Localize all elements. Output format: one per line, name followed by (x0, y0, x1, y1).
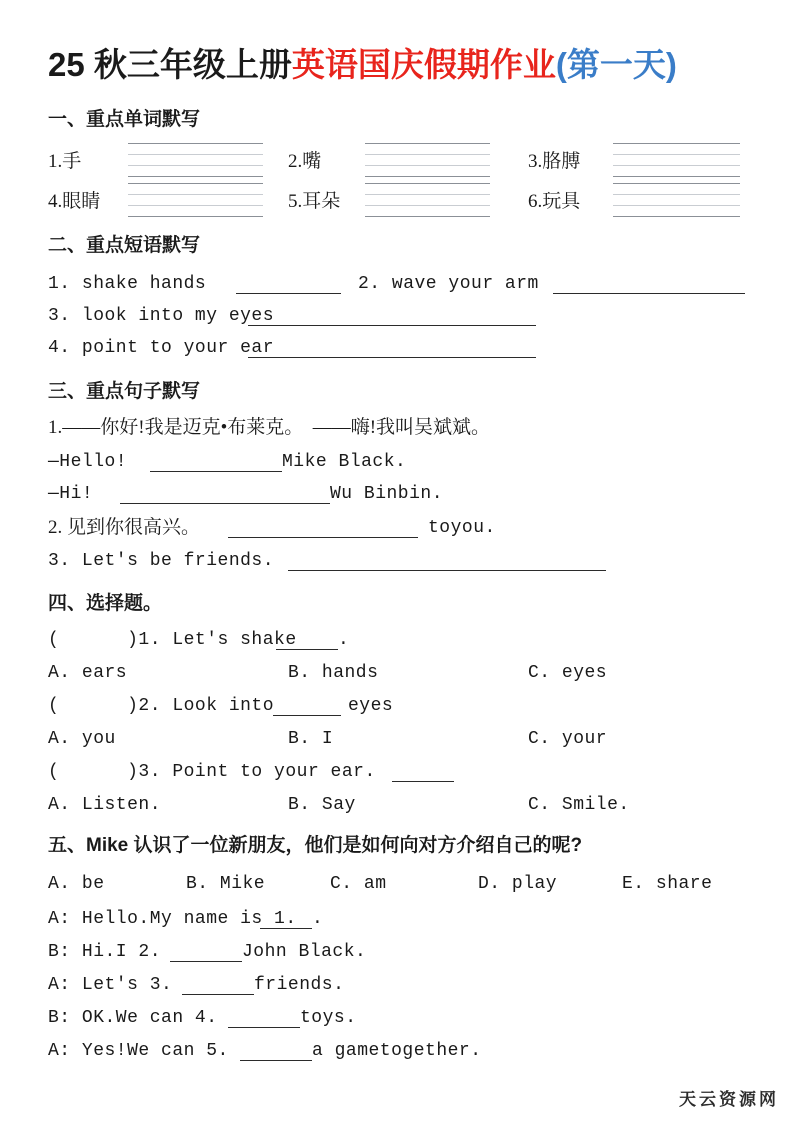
dialogue-line-2-suffix: John Black. (242, 942, 367, 962)
section-four-heading: 四、选择题。 (48, 593, 163, 614)
word-item-4-cn: 眼睛 (62, 191, 101, 212)
section-one-heading: 一、重点单词默写 (48, 109, 201, 130)
word-writing-guide-2[interactable] (365, 143, 490, 183)
word-item-2-label (288, 150, 321, 174)
sentence-1-blank-b[interactable] (120, 503, 330, 504)
sentence-3-text: 3. Let's be friends. (48, 551, 275, 571)
word-writing-guide-6[interactable] (613, 183, 740, 223)
sentence-2-blank[interactable] (228, 537, 418, 538)
word-item-3-cn: 胳膊 (542, 151, 581, 172)
word-writing-guide-4[interactable] (128, 183, 263, 223)
word-item-1-num: 1. (48, 151, 63, 172)
dialogue-blank-2[interactable] (170, 961, 242, 962)
dialogue-line-3-suffix: friends. (254, 975, 345, 995)
sentence-1-line-a-suffix: Mike Black. (282, 452, 407, 472)
word-bank-option-d[interactable]: D. play (478, 874, 558, 894)
word-item-1-cn: 手 (62, 151, 82, 172)
word-item-5-num: 5. (288, 191, 303, 212)
dialogue-line-1-prefix: A: Hello.My name is 1. (48, 909, 297, 929)
word-item-4-num: 4. (48, 191, 63, 212)
phrase-item-3: 3. look into my eyes (48, 306, 275, 326)
phrase-blank-2[interactable] (553, 293, 745, 294)
phrase-blank-1[interactable] (236, 293, 341, 294)
word-writing-guide-1[interactable] (128, 143, 263, 183)
section-two-heading: 二、重点短语默写 (48, 235, 201, 256)
sentence-2-suffix: toyou. (428, 518, 496, 538)
dialogue-line-2-prefix: B: Hi.I 2. (48, 942, 162, 962)
choice-question-2-blank[interactable] (273, 715, 341, 716)
choice-question-2-option-a[interactable]: A. you (48, 729, 116, 749)
choice-question-1-blank[interactable] (276, 649, 338, 650)
section-five-heading: 五、Mike 认识了一位新朋友，他们是如何向对方介绍自己的呢? (48, 835, 583, 856)
word-bank-option-b[interactable]: B. Mike (186, 874, 266, 894)
word-item-3-num: 3. (528, 151, 543, 172)
dialogue-line-1-suffix: . (312, 909, 324, 929)
word-item-5-cn: 耳朵 (302, 191, 341, 212)
phrase-item-4: 4. point to your ear (48, 338, 275, 358)
word-item-4-label (48, 190, 100, 214)
sentence-1-line-b-suffix: Wu Binbin. (330, 484, 444, 504)
choice-question-1-stem-tail: . (338, 630, 350, 650)
dialogue-line-3-prefix: A: Let's 3. (48, 975, 173, 995)
dialogue-line-4-suffix: toys. (300, 1008, 357, 1028)
sentence-1-chinese: 1.——你好!我是迈克•布莱克。 ——嗨!我叫吴斌斌。 (48, 417, 491, 438)
choice-question-3-stem: ( )3. Point to your ear. (48, 762, 376, 782)
title-part-blue: (第一天) (555, 46, 677, 83)
sentence-3-blank[interactable] (288, 570, 606, 571)
word-item-6-label (528, 190, 580, 214)
word-bank-option-e[interactable]: E. share (622, 874, 713, 894)
choice-question-1-stem (48, 628, 297, 652)
choice-question-3-option-a[interactable]: A. Listen. (48, 795, 162, 815)
choice-question-2-stem-tail: eyes (348, 696, 394, 716)
dialogue-line-4-prefix: B: OK.We can 4. (48, 1008, 218, 1028)
title-part-black: 25 秋三年级上册 (48, 46, 292, 83)
choice-question-3-option-c[interactable]: C. Smile. (528, 795, 630, 815)
watermark: 天云资源网 (679, 1090, 779, 1109)
phrase-item-2: 2. wave your arm (358, 274, 539, 294)
choice-question-2-option-c[interactable]: C. your (528, 729, 608, 749)
word-writing-guide-5[interactable] (365, 183, 490, 223)
phrase-blank-4[interactable] (248, 357, 536, 358)
word-item-5-label (288, 190, 340, 214)
dialogue-blank-1[interactable] (260, 928, 312, 929)
section-three-heading: 三、重点句子默写 (48, 381, 201, 402)
choice-question-1-stem-text: ( )1. Let's shake (48, 630, 297, 650)
dialogue-line-5-prefix: A: Yes!We can 5. (48, 1041, 229, 1061)
word-bank-option-c[interactable]: C. am (330, 874, 387, 894)
choice-question-3-option-b[interactable]: B. Say (288, 795, 356, 815)
sentence-1-line-b-prefix: —Hi! (48, 484, 94, 504)
word-item-2-cn: 嘴 (302, 151, 322, 172)
choice-question-2-option-b[interactable]: B. I (288, 729, 334, 749)
choice-question-3-blank[interactable] (392, 781, 454, 782)
word-writing-guide-3[interactable] (613, 143, 740, 183)
dialogue-blank-3[interactable] (182, 994, 254, 995)
choice-question-1-option-c[interactable]: C. eyes (528, 663, 608, 683)
phrase-item-1: 1. shake hands (48, 274, 207, 294)
word-item-1-label (48, 150, 81, 174)
word-item-6-cn: 玩具 (542, 191, 581, 212)
choice-question-2-stem: ( )2. Look into (48, 696, 275, 716)
sentence-1-blank-a[interactable] (150, 471, 282, 472)
choice-question-1-option-a[interactable]: A. ears (48, 663, 128, 683)
word-bank-option-a[interactable]: A. be (48, 874, 105, 894)
sentence-2-chinese: 2. 见到你很高兴。 (48, 517, 201, 538)
dialogue-line-5-suffix: a gametogether. (312, 1041, 482, 1061)
word-item-6-num: 6. (528, 191, 543, 212)
choice-question-1-option-b[interactable]: B. hands (288, 663, 379, 683)
phrase-blank-3[interactable] (248, 325, 536, 326)
word-item-3-label (528, 150, 580, 174)
title-part-red: 英语国庆假期作业 (291, 46, 556, 83)
page-title (48, 44, 758, 86)
sentence-1-line-a-prefix: —Hello! (48, 452, 128, 472)
dialogue-blank-4[interactable] (228, 1027, 300, 1028)
word-item-2-num: 2. (288, 151, 303, 172)
dialogue-blank-5[interactable] (240, 1060, 312, 1061)
